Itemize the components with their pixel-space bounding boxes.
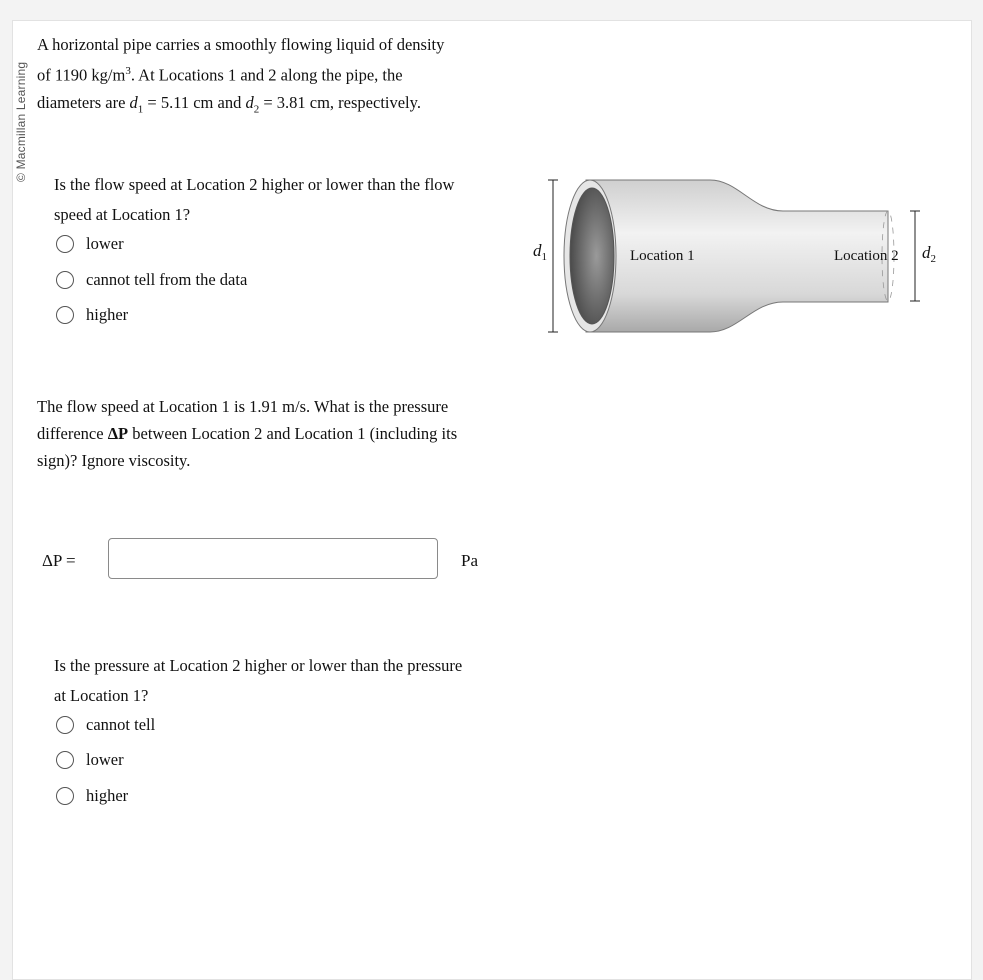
copyright-notice: © Macmillan Learning (14, 61, 28, 182)
problem-intro (37, 31, 497, 123)
radio-button[interactable] (56, 235, 74, 253)
d2-label: $d_2$ (922, 243, 936, 265)
pipe-inlet-hole (570, 188, 614, 324)
unit-label: Pa (461, 551, 478, 570)
delta-p-symbol: ΔP (107, 424, 129, 443)
option-label: lower (86, 234, 124, 253)
question-card (12, 20, 972, 980)
q1-option-higher[interactable] (56, 305, 128, 325)
radio-button[interactable] (56, 787, 74, 805)
question-1-text: Is the flow speed at Location 2 higher or lower than the flow speed at Location 1? (54, 175, 455, 224)
option-label: cannot tell from the data (86, 270, 248, 289)
question-2-text: The flow speed at Location 1 is 1.91 m/s. What is the pressure difference ΔP between Location 2 and Location 1 (including its sign)? Ignore viscosity. (37, 397, 458, 470)
d1-label: $d_1$ (533, 241, 547, 263)
radio-button[interactable] (56, 716, 74, 734)
q1-option-cannot-tell[interactable] (56, 270, 247, 290)
answer-label: ΔP = (42, 551, 76, 570)
intro-line-3: diameters are $d_1 = 5.11$ cm and $d_2 = 3.81$ cm, respectively. (37, 92, 421, 115)
q3-option-higher[interactable] (56, 786, 128, 806)
pipe-diagram (528, 176, 948, 341)
radio-button[interactable] (56, 751, 74, 769)
option-label: higher (86, 305, 129, 324)
radio-button[interactable] (56, 271, 74, 289)
location-1-label: Location 1 (630, 248, 695, 264)
q3-option-cannot-tell[interactable] (56, 715, 155, 735)
q1-option-lower[interactable] (56, 234, 124, 254)
location-2-label: Location 2 (834, 248, 899, 264)
option-label: cannot tell (86, 715, 156, 734)
option-label: higher (86, 786, 129, 805)
q3-option-lower[interactable] (56, 750, 124, 770)
option-label: lower (86, 750, 124, 769)
question-3-text: Is the pressure at Location 2 higher or lower than the pressure at Location 1? (54, 656, 463, 705)
radio-button[interactable] (56, 306, 74, 324)
pressure-difference-input[interactable] (108, 538, 438, 579)
intro-line-1: A horizontal pipe carries a smoothly flowing liquid of density (37, 35, 445, 54)
intro-line-2: of 1190 $kg/m^3$. At Locations 1 and 2 along the pipe, the (37, 65, 403, 85)
